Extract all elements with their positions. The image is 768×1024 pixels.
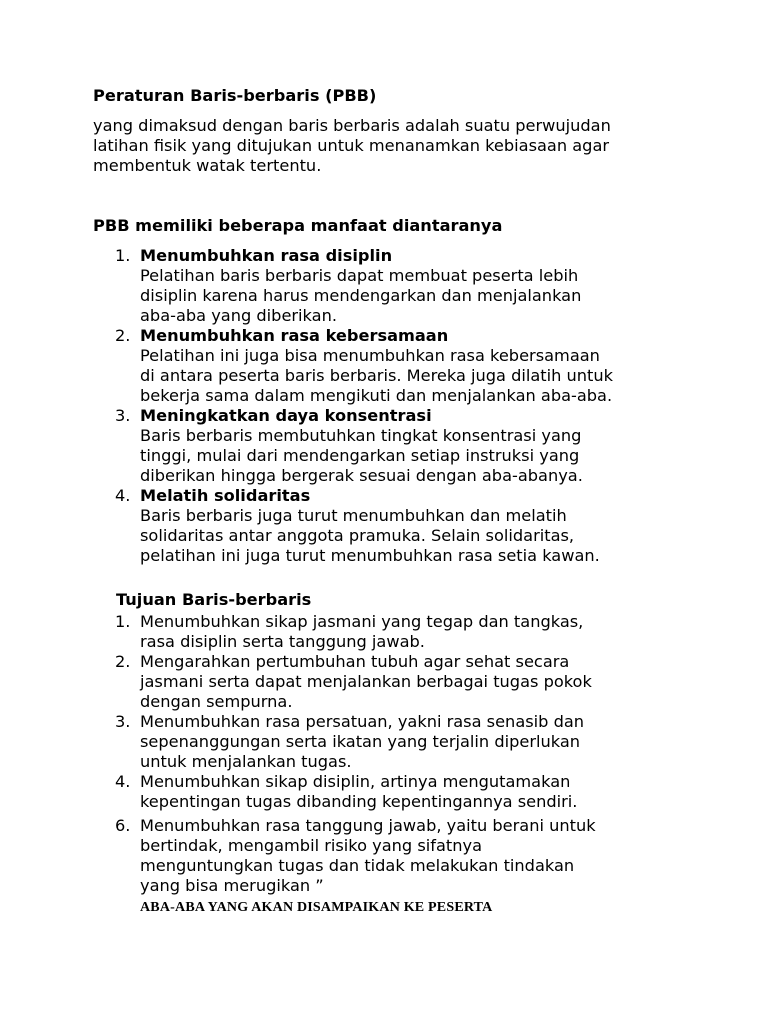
goal-line: Menumbuhkan sikap disiplin, artinya mengutamakan (140, 772, 571, 791)
goal-item (93, 612, 713, 652)
goal-item (93, 712, 713, 772)
benefit-line: Pelatihan baris berbaris dapat membuat peserta lebih (140, 266, 579, 285)
goal-line: Menumbuhkan rasa persatuan, yakni rasa senasib dan (140, 712, 585, 731)
goal-line: menguntungkan tugas dan tidak melakukan tindakan (140, 856, 575, 875)
goal-item (93, 816, 713, 896)
goal-item (93, 772, 713, 812)
list-number: 1. (115, 246, 131, 265)
benefit-title: Melatih solidaritas (140, 486, 311, 505)
goal-line: Menumbuhkan rasa tanggung jawab, yaitu berani untuk (140, 816, 596, 835)
goals-list (93, 612, 713, 896)
goal-line: sepenanggungan serta ikatan yang terjalin diperlukan (140, 732, 581, 751)
benefit-line: disiplin karena harus mendengarkan dan menjalankan (140, 286, 582, 305)
goal-item (93, 652, 713, 712)
list-number: 3. (115, 406, 131, 425)
benefit-item (93, 326, 713, 406)
benefits-heading: PBB memiliki beberapa manfaat diantaranya (93, 216, 503, 235)
goal-line: Menumbuhkan sikap jasmani yang tegap dan tangkas, (140, 612, 584, 631)
goal-line: kepentingan tugas dibanding kepentingannya sendiri. (140, 792, 578, 811)
benefits-list (93, 246, 713, 566)
goal-line: dengan sempurna. (140, 692, 293, 711)
benefit-line: Baris berbaris membutuhkan tingkat konsentrasi yang (140, 426, 582, 445)
list-number: 1. (115, 612, 131, 631)
benefit-item (93, 486, 713, 566)
document-page (93, 86, 713, 918)
intro-line: latihan fisik yang ditujukan untuk menanamkan kebiasaan agar (93, 136, 610, 155)
benefit-line: diberikan hingga bergerak sesuai dengan aba-abanya. (140, 466, 583, 485)
goal-line: rasa disiplin serta tanggung jawab. (140, 632, 425, 651)
goal-line: jasmani serta dapat menjalankan berbagai tugas pokok (140, 672, 592, 691)
goal-line: untuk menjalankan tugas. (140, 752, 352, 771)
goal-line: yang bisa merugikan ” (140, 876, 324, 895)
benefit-line: Baris berbaris juga turut menumbuhkan dan melatih (140, 506, 567, 525)
benefit-line: solidaritas antar anggota pramuka. Selain solidaritas, (140, 526, 575, 545)
list-number: 2. (115, 652, 131, 671)
list-number: 2. (115, 326, 131, 345)
benefit-line: tinggi, mulai dari mendengarkan setiap instruksi yang (140, 446, 580, 465)
goals-heading: Tujuan Baris-berbaris (116, 590, 312, 609)
intro-paragraph (93, 116, 713, 176)
benefit-line: aba-aba yang diberikan. (140, 306, 337, 325)
closing-note: ABA-ABA YANG AKAN DISAMPAIKAN KE PESERTA (140, 900, 493, 915)
intro-line: yang dimaksud dengan baris berbaris adalah suatu perwujudan (93, 116, 611, 135)
intro-line: membentuk watak tertentu. (93, 156, 322, 175)
benefit-line: pelatihan ini juga turut menumbuhkan rasa setia kawan. (140, 546, 600, 565)
list-number: 3. (115, 712, 131, 731)
benefit-title: Menumbuhkan rasa disiplin (140, 246, 393, 265)
goal-line: bertindak, mengambil risiko yang sifatnya (140, 836, 482, 855)
benefit-title: Meningkatkan daya konsentrasi (140, 406, 432, 425)
benefit-line: Pelatihan ini juga bisa menumbuhkan rasa kebersamaan (140, 346, 600, 365)
benefit-item (93, 406, 713, 486)
list-number: 4. (115, 486, 131, 505)
benefit-item (93, 246, 713, 326)
benefit-title: Menumbuhkan rasa kebersamaan (140, 326, 449, 345)
list-number: 6. (115, 816, 131, 835)
goal-line: Mengarahkan pertumbuhan tubuh agar sehat secara (140, 652, 570, 671)
list-number: 4. (115, 772, 131, 791)
document-title: Peraturan Baris-berbaris (PBB) (93, 86, 377, 105)
benefit-line: di antara peserta baris berbaris. Mereka juga dilatih untuk (140, 366, 614, 385)
benefit-line: bekerja sama dalam mengikuti dan menjalankan aba-aba. (140, 386, 613, 405)
